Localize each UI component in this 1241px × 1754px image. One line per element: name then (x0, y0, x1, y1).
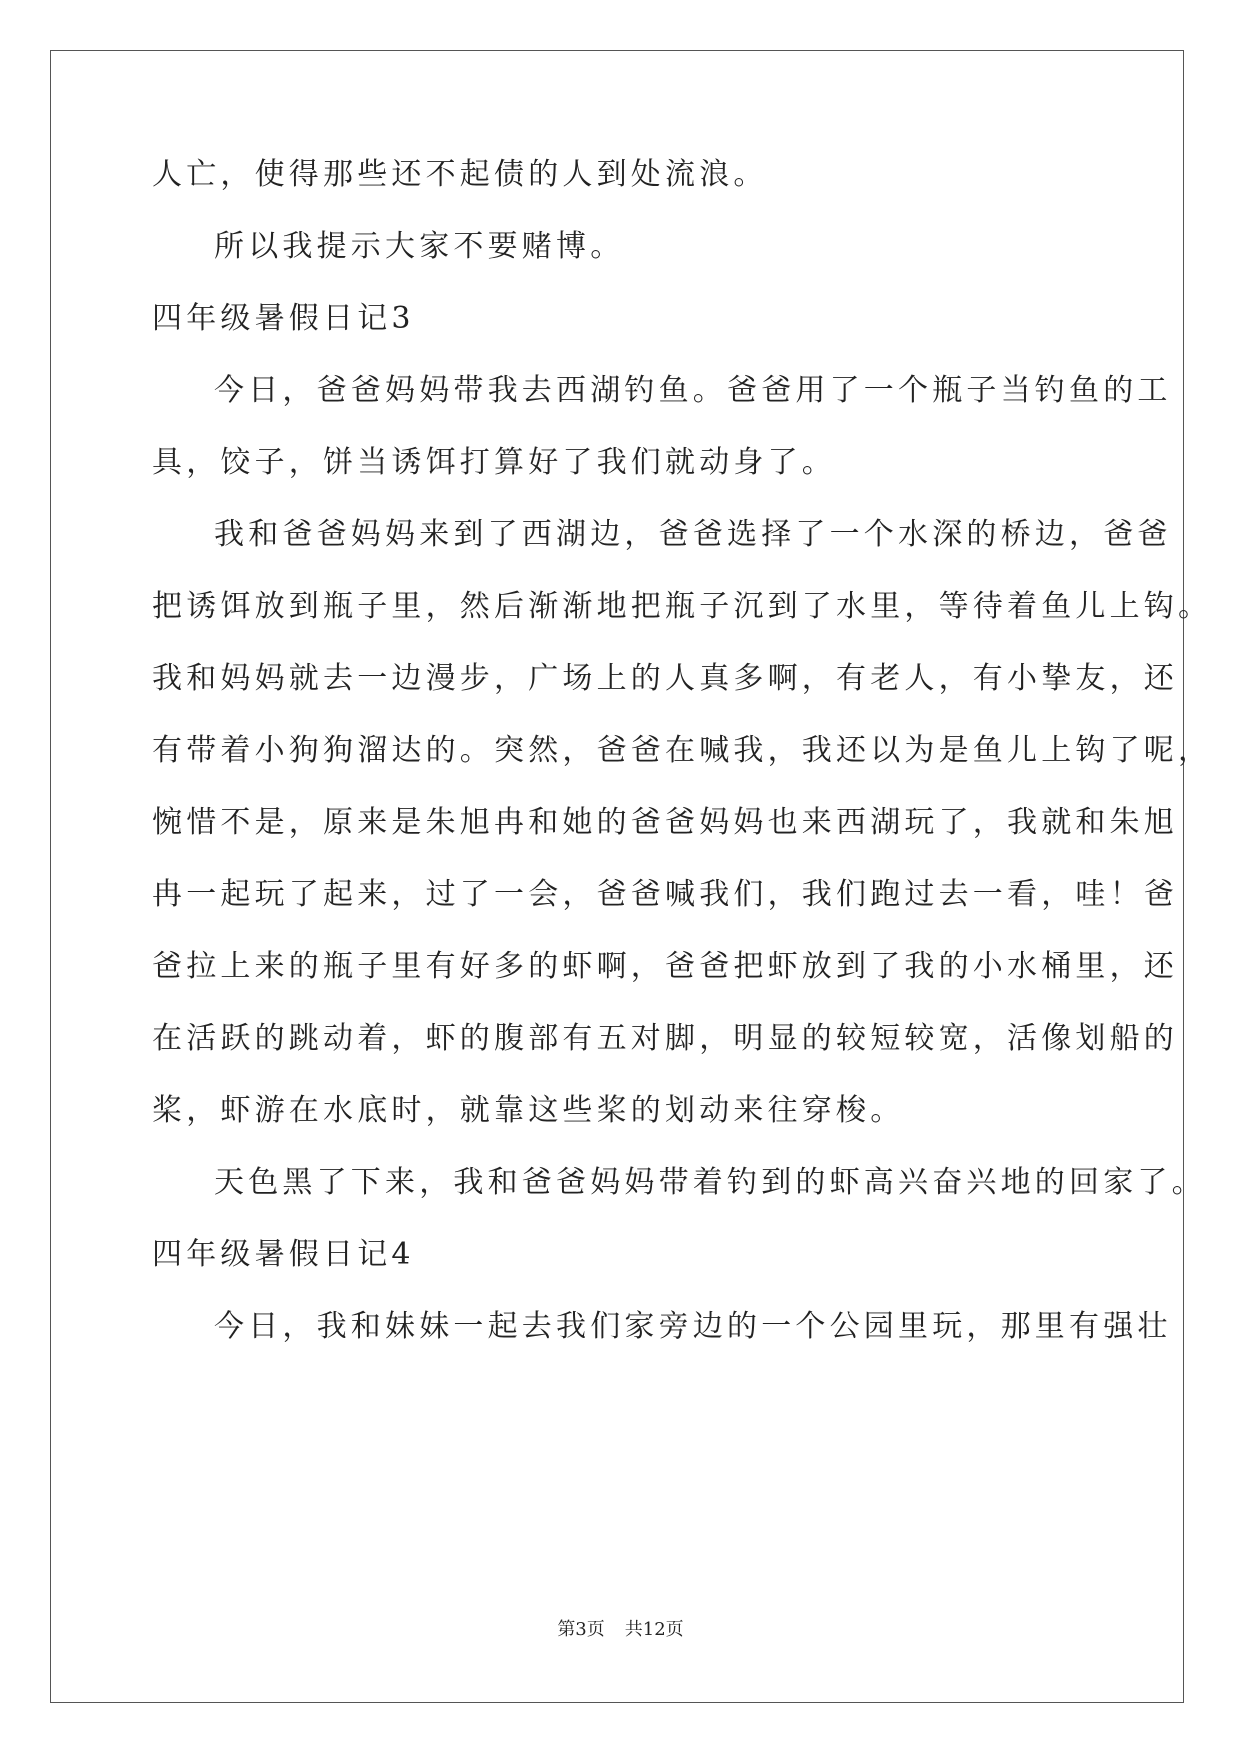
body-line-9: 有带着小狗狗溜达的。突然，爸爸在喊我，我还以为是鱼儿上钩了呢， (152, 733, 1213, 768)
body-line-13: 在活跃的跳动着，虾的腹部有五对脚，明显的较短较宽，活像划船的 (152, 1021, 1178, 1056)
body-line-15: 天色黑了下来，我和爸爸妈妈带着钓到的虾高兴奋兴地的回家了。 (214, 1165, 1206, 1200)
body-line-14: 桨，虾游在水底时，就靠这些桨的划动来往穿梭。 (152, 1093, 905, 1128)
body-line-10: 惋惜不是，原来是朱旭冉和她的爸爸妈妈也来西湖玩了，我就和朱旭 (152, 805, 1178, 840)
body-line-12: 爸拉上来的瓶子里有好多的虾啊，爸爸把虾放到了我的小水桶里，还 (152, 949, 1178, 984)
section-heading-diary-4: 四年级暑假日记4 (152, 1237, 415, 1272)
body-line-7: 把诱饵放到瓶子里，然后渐渐地把瓶子沉到了水里，等待着鱼儿上钩。 (152, 589, 1213, 624)
body-line-8: 我和妈妈就去一边漫步，广场上的人真多啊，有老人，有小挚友，还 (152, 661, 1178, 696)
body-line-1: 人亡，使得那些还不起债的人到处流浪。 (152, 157, 768, 192)
page-total: 共12页 (624, 1619, 684, 1640)
body-line-5: 具，饺子，饼当诱饵打算好了我们就动身了。 (152, 445, 836, 480)
body-line-6: 我和爸爸妈妈来到了西湖边，爸爸选择了一个水深的桥边，爸爸 (214, 517, 1172, 552)
section-heading-diary-3: 四年级暑假日记3 (152, 301, 415, 336)
body-line-11: 冉一起玩了起来，过了一会，爸爸喊我们，我们跑过去一看，哇！爸 (152, 877, 1178, 912)
body-line-17: 今日，我和妹妹一起去我们家旁边的一个公园里玩，那里有强壮 (214, 1309, 1172, 1344)
page-footer (0, 1618, 1241, 1642)
page-number: 第3页 (557, 1619, 605, 1640)
body-line-2: 所以我提示大家不要赌博。 (214, 229, 625, 264)
body-line-4: 今日，爸爸妈妈带我去西湖钓鱼。爸爸用了一个瓶子当钓鱼的工 (214, 373, 1172, 408)
